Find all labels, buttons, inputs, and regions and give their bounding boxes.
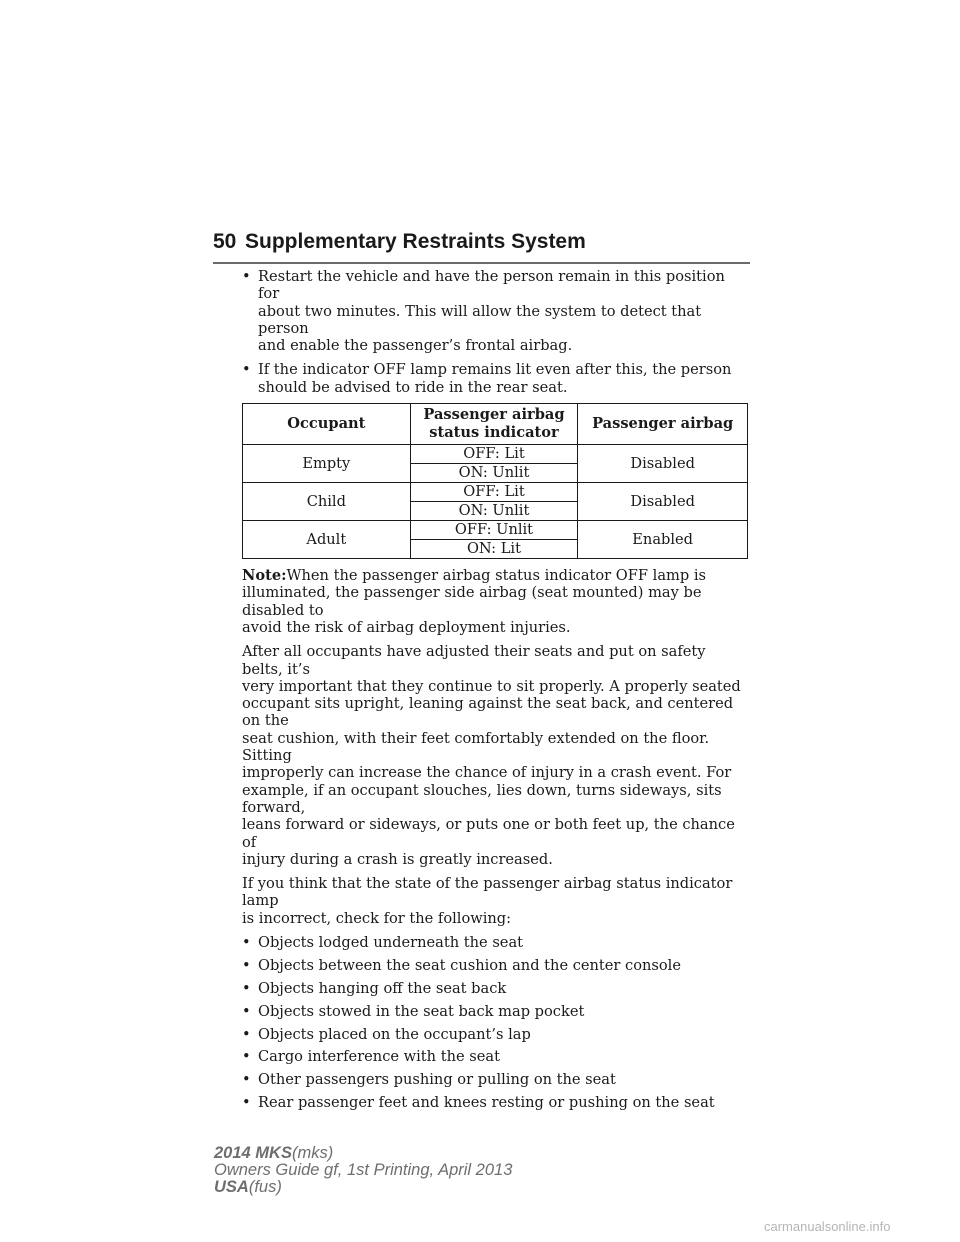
note-paragraph: Note:When the passenger airbag status indicator OFF lamp is illuminated, the passenger side airbag (seat mounted) may be disabled to avoid the risk of airbag deployment injuries.: [242, 567, 706, 636]
indicator-on-cell: ON: Unlit: [410, 502, 578, 521]
occupant-cell: Adult: [243, 521, 411, 559]
page-number: 50: [213, 230, 237, 253]
indicator-on-cell: ON: Lit: [410, 540, 578, 559]
indicator-off-cell: OFF: Unlit: [410, 521, 578, 540]
footer-line-model: 2014 MKS(mks): [214, 1144, 334, 1162]
bullet-dot: •: [242, 1094, 251, 1112]
bullet-dot: •: [242, 1025, 251, 1043]
footer-line-printing: Owners Guide gf, 1st Printing, April 2013: [214, 1161, 513, 1179]
airbag-status-table: [242, 403, 748, 559]
bullet-dot: •: [242, 934, 251, 952]
bullet-dot: •: [242, 1048, 251, 1066]
airbag-cell: Disabled: [578, 445, 748, 483]
check-list: [242, 934, 748, 1112]
bullet-dot: •: [242, 268, 251, 285]
list-item: • Rear passenger feet and knees resting or pushing on the seat: [242, 1094, 715, 1112]
header-occupant: Occupant: [243, 404, 411, 445]
list-item: • Objects between the seat cushion and the center console: [242, 956, 681, 974]
sitting-paragraph: After all occupants have adjusted their seats and put on safety belts, it’s very important that they continue to sit properly. A properly seated occupant sits upright, leaning against the seat back, and centered on the seat cushion, with their feet comfortably extended on the floor. Sitting improperly can increase the chance of injury in a crash event. For example, if an occupant slouches, lies down, turns sideways, sits forward, leans forward or sideways, or puts one or both feet up, the chance of injury during a crash is greatly increased.: [242, 643, 741, 868]
table-row: [243, 445, 748, 464]
intro-bullet-1: • Restart the vehicle and have the person remain in this position for about two minutes. This will allow the system to detect that person and enable the passenger’s frontal airbag.: [242, 268, 725, 355]
indicator-off-cell: OFF: Lit: [410, 483, 578, 502]
indicator-off-cell: OFF: Lit: [410, 445, 578, 464]
section-title: Supplementary Restraints System: [245, 230, 586, 253]
bullet-dot: •: [242, 361, 251, 379]
print-footer: [214, 1145, 512, 1196]
note-label: Note:: [242, 567, 287, 585]
table-row: [243, 521, 748, 540]
airbag-cell: Enabled: [578, 521, 748, 559]
footer-line-market: USA(fus): [214, 1178, 282, 1196]
header-indicator: Passenger airbag status indicator: [410, 404, 578, 445]
page-header: [213, 228, 750, 264]
header-airbag: Passenger airbag: [578, 404, 748, 445]
list-item: • Objects stowed in the seat back map pocket: [242, 1002, 585, 1020]
indicator-on-cell: ON: Unlit: [410, 464, 578, 483]
list-item: • Objects lodged underneath the seat: [242, 934, 524, 952]
bullet-dot: •: [242, 1002, 251, 1020]
check-intro-paragraph: If you think that the state of the passenger airbag status indicator lamp is incorrect, check for the following:: [242, 875, 733, 927]
table-row: [243, 483, 748, 502]
airbag-cell: Disabled: [578, 483, 748, 521]
bullet-dot: •: [242, 1071, 251, 1089]
bullet-dot: •: [242, 979, 251, 997]
list-item: • Other passengers pushing or pulling on the seat: [242, 1071, 616, 1089]
table-header-row: [243, 404, 748, 445]
occupant-cell: Empty: [243, 445, 411, 483]
bullet-dot: •: [242, 956, 251, 974]
intro-bullet-2: • If the indicator OFF lamp remains lit even after this, the person should be advised to ride in the rear seat.: [242, 361, 732, 396]
occupant-cell: Child: [243, 483, 411, 521]
watermark: carmanualsonline.info: [764, 1219, 891, 1234]
list-item: • Objects placed on the occupant’s lap: [242, 1025, 531, 1043]
page-content: [242, 268, 748, 1117]
list-item: • Cargo interference with the seat: [242, 1048, 500, 1066]
list-item: • Objects hanging off the seat back: [242, 979, 507, 997]
